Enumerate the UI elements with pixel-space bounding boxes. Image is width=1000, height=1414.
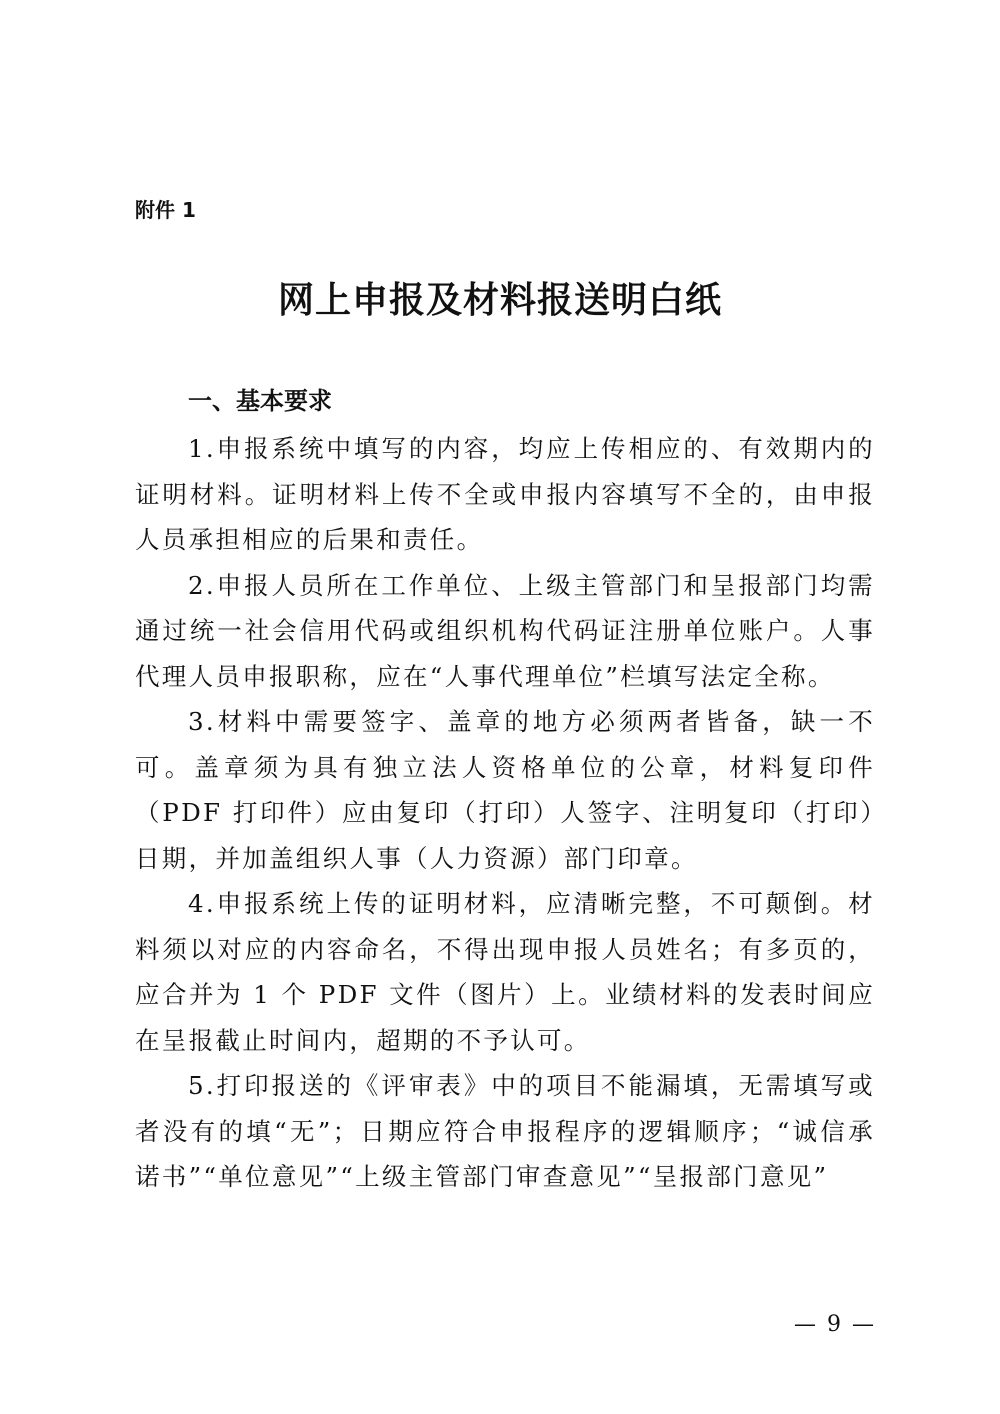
paragraph-2: 2.申报人员所在工作单位、上级主管部门和呈报部门均需通过统一社会信用代码或组织机构代码证注册单位账户。人事代理人员申报职称，应在“人事代理单位”栏填写法定全称。 xyxy=(135,570,875,691)
paragraph-4: 4.申报系统上传的证明材料，应清晰完整，不可颠倒。材料须以对应的内容命名，不得出现申报人员姓名；有多页的，应合并为 1 个 PDF 文件（图片）上。业绩材料的发表时间应在呈报截止时间内，超期的不予认可。 xyxy=(135,889,875,1055)
body-text xyxy=(135,426,875,1200)
attachment-label: 附件 1 xyxy=(135,198,196,222)
section-heading: 一、基本要求 xyxy=(188,387,332,415)
page-number: — 9 — xyxy=(794,1312,876,1337)
paragraph-5: 5.打印报送的《评审表》中的项目不能漏填，无需填写或者没有的填“无”；日期应符合申报程序的逻辑顺序；“诚信承诺书”“单位意见”“上级主管部门审查意见”“呈报部门意见” xyxy=(135,1071,875,1191)
paragraph-1: 1.申报系统中填写的内容，均应上传相应的、有效期内的证明材料。证明材料上传不全或申报内容填写不全的，由申报人员承担相应的后果和责任。 xyxy=(135,434,875,554)
paragraph-3: 3.材料中需要签字、盖章的地方必须两者皆备，缺一不可。盖章须为具有独立法人资格单位的公章，材料复印件（PDF 打印件）应由复印（打印）人签字、注明复印（打印）日期，并加盖组织人事（人力资源）部门印章。 xyxy=(135,707,875,873)
document-title: 网上申报及材料报送明白纸 xyxy=(277,279,722,321)
